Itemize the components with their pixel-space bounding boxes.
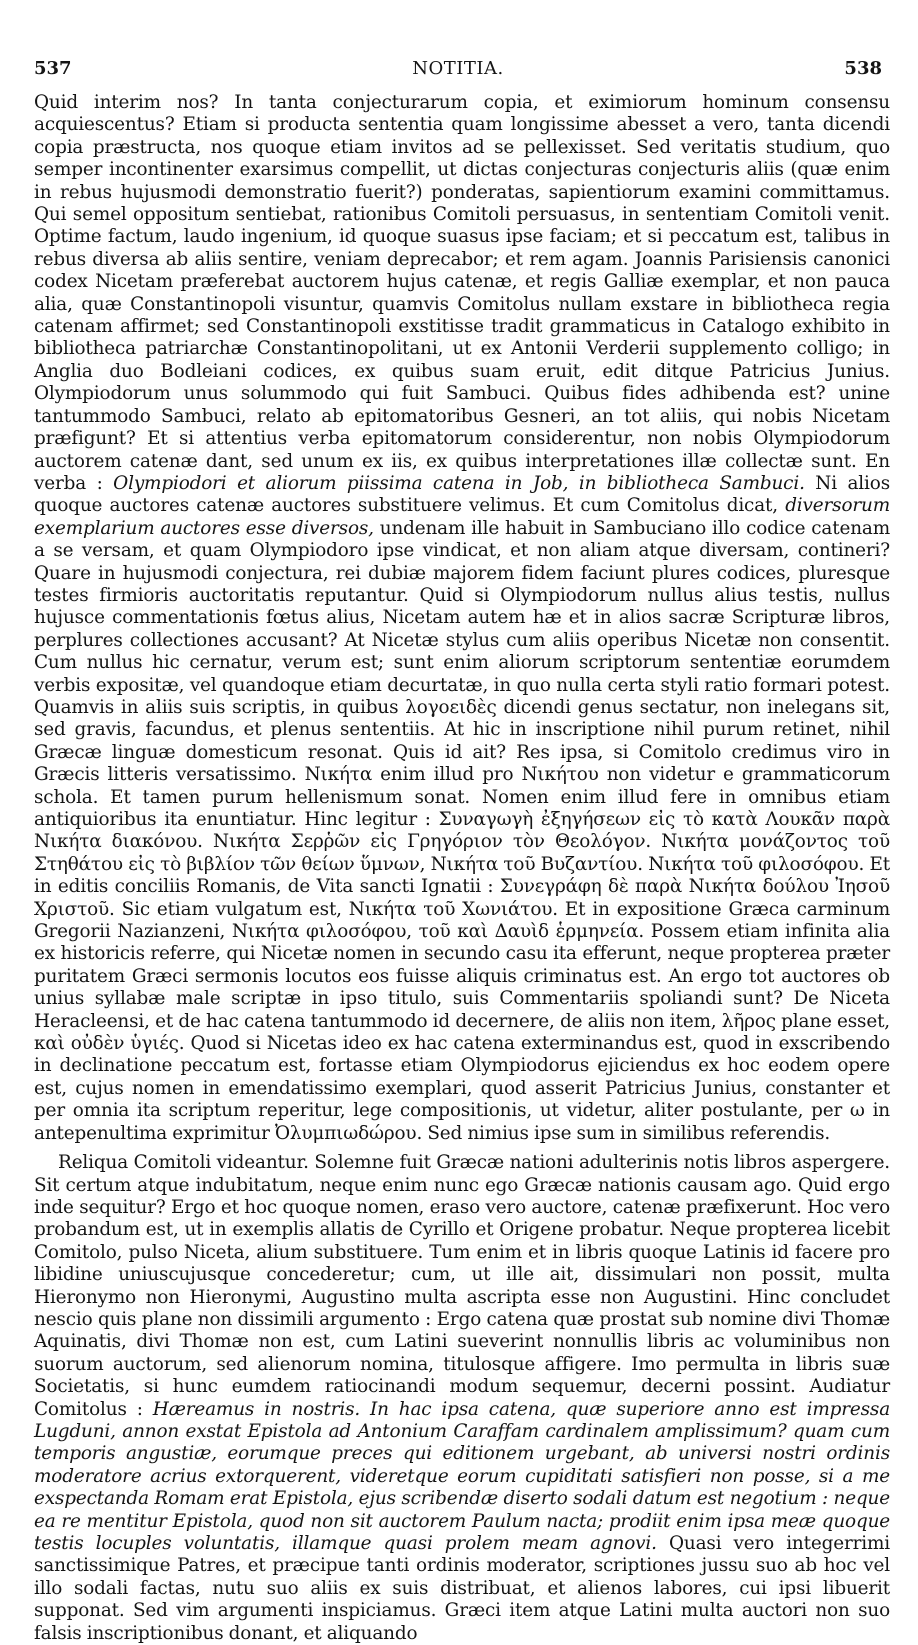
page-number-left: 537	[34, 58, 72, 79]
text-segment: undenam ille habuit in Sambuciano illo codice catenam a se versam, et quam Olympiodoro ipse vindicat, et non aliam atque diversam, contineri? Quare in hujusmodi conjectura, rei dubiæ majorem fidem faciunt plures codices, pluresque testes firmioris auctoritatis reputantur. Quid si Olympiodorum nullus alius testis, nullus hujusce commentationis fœtus alius, Nicetam autem hæ et in alios sacræ Scripturæ libros, perplures collectiones accusant? At Nicetæ stylus cum aliis operibus Nicetæ non consentit. Cum nullus hic cernatur, verum est; sunt enim aliorum scriptorum sententiæ eorumdem verbis expositæ, vel quandoque etiam decurtatæ, in quo nulla certa styli ratio formari potest. Quamvis in aliis suis scriptis, in quibus λογοειδὲς dicendi genus sectatur, non inelegans sit, sed gravis, facundus, et plenus sententiis. At hic in inscriptione nihil purum retinet, nihil Græcæ linguæ domesticum resonat. Quis id ait? Res ipsa, si Comitolo credimus viro in Græcis litteris versatissimo. Νικήτα enim illud pro Νικήτου non videtur e grammaticorum schola. Et tamen purum hellenismum sonat. Nomen enim illud fere in omnibus etiam antiquioribus ita enuntiatur. Hinc legitur : Συναγωγὴ ἐξηγήσεων εἰς τὸ κατὰ Λουκᾶν παρὰ Νικήτα διακόνου. Νικήτα Σερῥῶν εἰς Γρηγόριον τὸν Θεολόγον. Νικήτα μονάζοντος τοῦ Στηθάτου εἰς τὸ βιβλίον τῶν θείων ὕμνων, Νικήτα τοῦ Βυζαντίου. Νικήτα τοῦ φιλοσόφου. Et in editis conciliis Romanis, de Vita sancti Ignatii : Συνεγράφη δὲ παρὰ Νικήτα δούλου Ἰησοῦ Χριστοῦ. Sic etiam vulgatum est, Νικήτα τοῦ Χωνιάτου. Et in expositione Græca carminum Gregorii Nazianzeni, Νικήτα φιλοσόφου, τοῦ καὶ Δαυὶδ ἑρμηνεία. Possem etiam infinita alia ex historicis referre, qui Nicetæ nomen in secundo casu ita efferunt, neque propterea præter puritatem Græci sermonis locutos eos fuisse aliquis criminatus est. An ergo tot auctores ob unius syllabæ male scriptæ in ipso titulo, suis Commentariis spoliandi sunt? De Niceta Heracleensi, et de hac catena tantummodo id decernere, de aliis non item, λῆρος plane esset, καὶ οὐδὲν ὑγιές. Quod si Nicetas ideo ex hac catena exterminandus est, quod in exscribendo in declinatione peccatum est, fortasse etiam Olympiodorus ejiciendus ex hoc eodem opere est, cujus nomen in emendatissimo exemplari, quod asserit Patricius Junius, constanter et per omnia ita scriptum reperitur, lege compositionis, ut videtur, aliter postulante, per ω in antepenultima exprimitur Ὀλυμπιωδώρου. Sed nimius ipse sum in similibus referendis.	[34, 517, 890, 1144]
text-segment: Reliqua Comitoli videantur. Solemne fuit Græcæ nationi adulterinis notis libros aspergere. Sit certum atque indubitatum, neque enim nunc ego Græcæ nationis causam ago. Quid ergo inde sequitur? Ergo et hoc quoque nomen, eraso vero auctore, catenæ præfixerunt. Hoc vero probandum est, ut in exemplis allatis de Cyrillo et Origene probatur. Neque propterea licebit Comitolo, pulso Niceta, alium substituere. Tum enim et in libris quoque Latinis id facere pro libidine uniuscujusque concederetur; cum, ut ille ait, dissimulari non possit, multa Hieronymo non Hieronymi, Augustino multa ascripta esse non Augustini. Hinc concludet nescio quis plane non dissimili argumento : Ergo catena quæ prostat sub nomine divi Thomæ Aquinatis, divi Thomæ non est, cum Latini sueverint nonnullis libris ac voluminibus non suorum auctorum, sed alienorum nomina, titulosque affigere. Imo permulta in libris suæ Societatis, si hunc eumdem ratiocinandi modum sequemur, decerni possint. Audiatur Comitolus :	[34, 1152, 890, 1420]
text-segment-italic: Hæreamus in nostris. In hac ipsa catena, quæ superiore anno est impressa Lugduni, annon exstat Epistola ad Antonium Caraffam cardinalem amplissimum? quam cum temporis angustiæ, eorumque preces qui editionem urgebant, ab universi nostri ordinis moderatore acrius extorquerent, videretque eorum cupiditati satisfieri non posse, si a me exspectanda Romam erat Epistola, ejus scribendæ diserto sodali datum est negotium : neque ea re mentitur Epistola, quod non sit auctorem Paulum nacta; prodiit enim ipsa meæ quoque testis locuples voluntatis, illamque quasi prolem meam agnovi.	[34, 1398, 891, 1554]
text-segment: Quasi vero integerrimi sanctissimique Patres, et præcipue tanti ordinis moderator, scriptiones jussu suo ab hoc vel illo sodali factas, nutu suo aliis ex suis distribuat, et alienos labores, cui ipsi libuerit supponat. Sed vim argumenti inspiciamus. Græci item atque Latini multa auctori non suo falsis inscriptionibus donant, et aliquando	[34, 1533, 890, 1644]
paragraph-2	[34, 1152, 890, 1645]
page-number-right: 538	[844, 58, 882, 79]
paragraph-1	[34, 92, 890, 1145]
running-header	[34, 58, 882, 86]
text-segment-italic: Olympiodori et aliorum piissima catena in Job, in bibliotheca Sambuci.	[113, 472, 805, 494]
text-segment-italic: diversorum exemplarium auctores esse diversos,	[34, 495, 890, 539]
text-segment: Quid interim nos? In tanta conjecturarum copia, et eximiorum hominum consensu acquiescentus? Etiam si producta sententia quam longissime abesset a vero, tanta dicendi copia præstructa, nos quoque etiam invitos ad se pellexisset. Sed veritatis studium, quo semper incontinenter exarsimus compellit, ut dictas conjecturas conjecturis aliis (quæ enim in rebus hujusmodi demonstratio fuerit?) ponderatas, sapientiorum examini committamus. Qui semel oppositum sentiebat, rationibus Comitoli persuasus, in sententiam Comitoli venit. Optime factum, laudo ingenium, id quoque suasus ipse faciam; et si peccatum est, talibus in rebus diversa ab aliis sentire, veniam deprecabor; et rem agam. Joannis Parisiensis canonici codex Nicetam præferebat auctorem hujus catenæ, et regis Galliæ exemplar, et non pauca alia, quæ Constantinopoli visuntur, quamvis Comitolus nullam exstare in bibliotheca regia catenam affirmet; sed Constantinopoli exstitisse tradit grammaticus in Catalogo exhibito in bibliotheca patriarchæ Constantinopolitani, ut ex Antonii Verderii supplemento colligo; in Anglia duo Bodleiani codices, ex quibus suam eruit, edit ditque Patricius Junius. Olympiodorum unus solummodo qui fuit Sambuci. Quibus fides adhibenda est? unine tantummodo Sambuci, relato ab epitomatoribus Gesneri, an tot aliis, qui nobis Nicetam præfigunt? Et si attentius verba epitomatorum considerentur, non nobis Olympiodorum auctorem catenæ dant, sed unum ex iis, ex quibus interpretationes illæ collectæ sunt. En verba :	[34, 92, 890, 494]
running-title: NOTITIA.	[412, 58, 504, 79]
main-text	[34, 92, 890, 1645]
text-segment: Ni alios quoque auctores catenæ auctores substituere velimus. Et cum Comitolus dicat,	[34, 472, 890, 517]
